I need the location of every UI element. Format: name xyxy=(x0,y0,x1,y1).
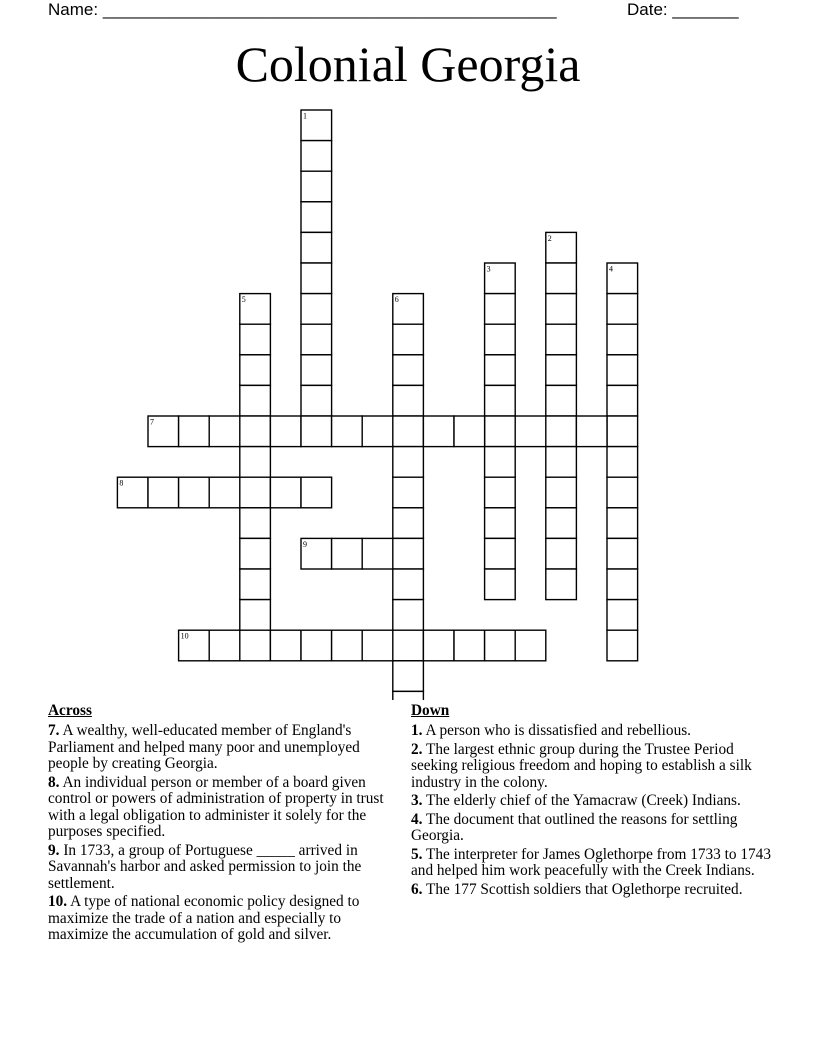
clue-text: The 177 Scottish soldiers that Oglethorpe recruited. xyxy=(426,880,743,898)
grid-cell[interactable] xyxy=(546,477,577,508)
clue-item xyxy=(48,775,398,841)
clue-number: 6. xyxy=(411,880,423,898)
grid-cell[interactable] xyxy=(240,508,271,539)
grid-cell[interactable] xyxy=(423,630,454,661)
grid-cell[interactable] xyxy=(393,661,424,692)
grid-cell[interactable] xyxy=(301,202,332,233)
clue-text: The interpreter for James Oglethorpe from 1733 to 1743 and helped him work peacefully with the Creek Indians. xyxy=(411,845,771,879)
grid-cell[interactable] xyxy=(301,477,332,508)
grid-cell[interactable] xyxy=(607,294,638,325)
across-heading: Across xyxy=(48,702,92,719)
clue-text: The elderly chief of the Yamacraw (Creek) Indians. xyxy=(426,792,741,809)
grid-cell[interactable] xyxy=(270,630,301,661)
grid-cell[interactable] xyxy=(546,355,577,386)
grid-cell[interactable] xyxy=(607,630,638,661)
grid-cell[interactable] xyxy=(393,416,424,447)
page-title: Colonial Georgia xyxy=(235,36,581,92)
clue-number: 5. xyxy=(411,845,423,863)
grid-cell[interactable] xyxy=(485,385,516,416)
grid-cell[interactable] xyxy=(485,416,516,447)
clue-item xyxy=(411,882,771,899)
clue-number: 8. xyxy=(48,773,60,791)
grid-cell[interactable] xyxy=(240,416,271,447)
grid-cell[interactable] xyxy=(485,477,516,508)
clue-item xyxy=(411,793,771,810)
grid-cell[interactable] xyxy=(607,508,638,539)
cell-number: 3 xyxy=(486,264,491,274)
grid-cell[interactable] xyxy=(607,385,638,416)
cell-number: 10 xyxy=(180,631,189,641)
grid-cell[interactable] xyxy=(423,416,454,447)
grid-cell[interactable] xyxy=(546,508,577,539)
grid-cell[interactable] xyxy=(393,355,424,386)
clue-text: A type of national economic policy designed to maximize the trade of a nation and especially to maximize the accumulation of gold and silver. xyxy=(48,893,360,943)
cell-number: 9 xyxy=(303,539,307,549)
grid-cell[interactable] xyxy=(485,630,516,661)
cell-number: 7 xyxy=(150,417,154,427)
grid-cell[interactable] xyxy=(485,508,516,539)
grid-cell[interactable] xyxy=(301,416,332,447)
grid-cell[interactable] xyxy=(515,630,546,661)
down-clues xyxy=(411,702,771,900)
clue-text: A wealthy, well-educated member of England's Parliament and helped many poor and unemployed people by creating Georgia. xyxy=(48,722,360,772)
grid-cell[interactable] xyxy=(393,324,424,355)
grid-cell[interactable] xyxy=(576,416,607,447)
grid-cell[interactable] xyxy=(393,538,424,569)
cell-number: 5 xyxy=(241,295,246,305)
grid-cell[interactable] xyxy=(546,569,577,600)
grid-cell[interactable] xyxy=(301,171,332,202)
grid-cell[interactable] xyxy=(301,324,332,355)
grid-cell[interactable] xyxy=(546,263,577,294)
grid-cell[interactable] xyxy=(301,385,332,416)
grid-cell[interactable] xyxy=(607,324,638,355)
grid-cell[interactable] xyxy=(607,447,638,478)
clue-item xyxy=(48,843,398,893)
date-line: _______ xyxy=(672,0,739,19)
grid-cell[interactable] xyxy=(454,416,485,447)
grid-cell[interactable] xyxy=(485,355,516,386)
grid-cell[interactable] xyxy=(607,569,638,600)
clue-item xyxy=(411,742,771,792)
grid-cell[interactable] xyxy=(546,294,577,325)
grid-cell[interactable] xyxy=(393,508,424,539)
across-clues xyxy=(48,702,398,946)
cell-number: 8 xyxy=(119,478,124,488)
grid-cell[interactable] xyxy=(332,416,363,447)
clue-number: 9. xyxy=(48,841,60,859)
grid-cell[interactable] xyxy=(240,385,271,416)
cell-number: 2 xyxy=(547,233,552,243)
clue-text: An individual person or member of a board given control or powers of administration of property in trust with a legal obligation to administer it solely for the purposes specified. xyxy=(48,773,384,840)
grid-cell[interactable] xyxy=(546,416,577,447)
grid-cell[interactable] xyxy=(607,600,638,631)
clue-item xyxy=(411,847,771,880)
grid-cell[interactable] xyxy=(240,600,271,631)
name-label: Name: xyxy=(48,0,99,19)
grid-cell[interactable] xyxy=(607,355,638,386)
grid-cell[interactable] xyxy=(362,630,393,661)
grid-cell[interactable] xyxy=(362,416,393,447)
grid-cell[interactable] xyxy=(240,630,271,661)
grid-cell[interactable] xyxy=(485,324,516,355)
grid-cell[interactable] xyxy=(485,294,516,325)
grid-cell[interactable] xyxy=(240,538,271,569)
grid-cell[interactable] xyxy=(301,263,332,294)
clue-text: The largest ethnic group during the Trustee Period seeking religious freedom and hoping to establish a silk industry in the colony. xyxy=(411,740,752,791)
clue-item xyxy=(48,723,398,773)
grid-cell[interactable] xyxy=(393,630,424,661)
grid-cell[interactable] xyxy=(393,477,424,508)
grid-cell[interactable] xyxy=(179,477,210,508)
grid-cell[interactable] xyxy=(270,477,301,508)
grid-cell[interactable] xyxy=(240,477,271,508)
date-label: Date: xyxy=(627,0,668,19)
clue-number: 4. xyxy=(411,810,423,828)
grid-cell[interactable] xyxy=(301,232,332,263)
clue-text: In 1733, a group of Portuguese _____ arrived in Savannah's harbor and asked permission to join the settlement. xyxy=(48,841,362,892)
grid-cell[interactable] xyxy=(393,569,424,600)
grid-cell[interactable] xyxy=(301,294,332,325)
clue-number: 3. xyxy=(411,792,423,809)
grid-cell[interactable] xyxy=(546,538,577,569)
grid-cell[interactable] xyxy=(393,691,424,700)
clue-item xyxy=(48,894,398,944)
grid-cell[interactable] xyxy=(607,477,638,508)
grid-cell[interactable] xyxy=(301,355,332,386)
grid-cell[interactable] xyxy=(301,141,332,172)
down-heading: Down xyxy=(411,702,450,719)
grid-cell[interactable] xyxy=(362,538,393,569)
grid-cell[interactable] xyxy=(393,447,424,478)
grid-cell[interactable] xyxy=(485,569,516,600)
grid-cell[interactable] xyxy=(546,324,577,355)
cell-number: 4 xyxy=(609,264,613,274)
grid-cell[interactable] xyxy=(485,447,516,478)
grid-cell[interactable] xyxy=(515,416,546,447)
grid-cell[interactable] xyxy=(393,385,424,416)
grid-cell[interactable] xyxy=(179,416,210,447)
grid-cell[interactable] xyxy=(270,416,301,447)
grid-cell[interactable] xyxy=(301,630,332,661)
clue-item xyxy=(411,723,771,740)
grid-cell[interactable] xyxy=(240,569,271,600)
clue-item xyxy=(411,812,771,845)
grid-cell[interactable] xyxy=(332,630,363,661)
grid-cell[interactable] xyxy=(332,538,363,569)
clue-number: 2. xyxy=(411,740,423,758)
clue-number: 10. xyxy=(48,893,68,910)
grid-cell[interactable] xyxy=(485,538,516,569)
grid-cell[interactable] xyxy=(393,600,424,631)
grid-cell[interactable] xyxy=(454,630,485,661)
name-line: ________________________________________________ xyxy=(102,0,557,19)
grid-cell[interactable] xyxy=(240,447,271,478)
grid-cell[interactable] xyxy=(546,385,577,416)
grid-cell[interactable] xyxy=(209,416,240,447)
grid-cell[interactable] xyxy=(240,324,271,355)
grid-cell[interactable] xyxy=(209,630,240,661)
clue-number: 1. xyxy=(411,722,423,739)
cell-number: 6 xyxy=(394,295,399,305)
grid-cell[interactable] xyxy=(546,447,577,478)
grid-cell[interactable] xyxy=(607,538,638,569)
grid-cell[interactable] xyxy=(209,477,240,508)
grid-cell[interactable] xyxy=(607,416,638,447)
clue-number: 7. xyxy=(48,722,60,739)
cell-number: 1 xyxy=(303,111,307,121)
clue-text: A person who is dissatisfied and rebellious. xyxy=(425,722,692,739)
clue-text: The document that outlined the reasons for settling Georgia. xyxy=(411,810,738,844)
grid-cell[interactable] xyxy=(240,355,271,386)
grid-cell[interactable] xyxy=(148,477,179,508)
